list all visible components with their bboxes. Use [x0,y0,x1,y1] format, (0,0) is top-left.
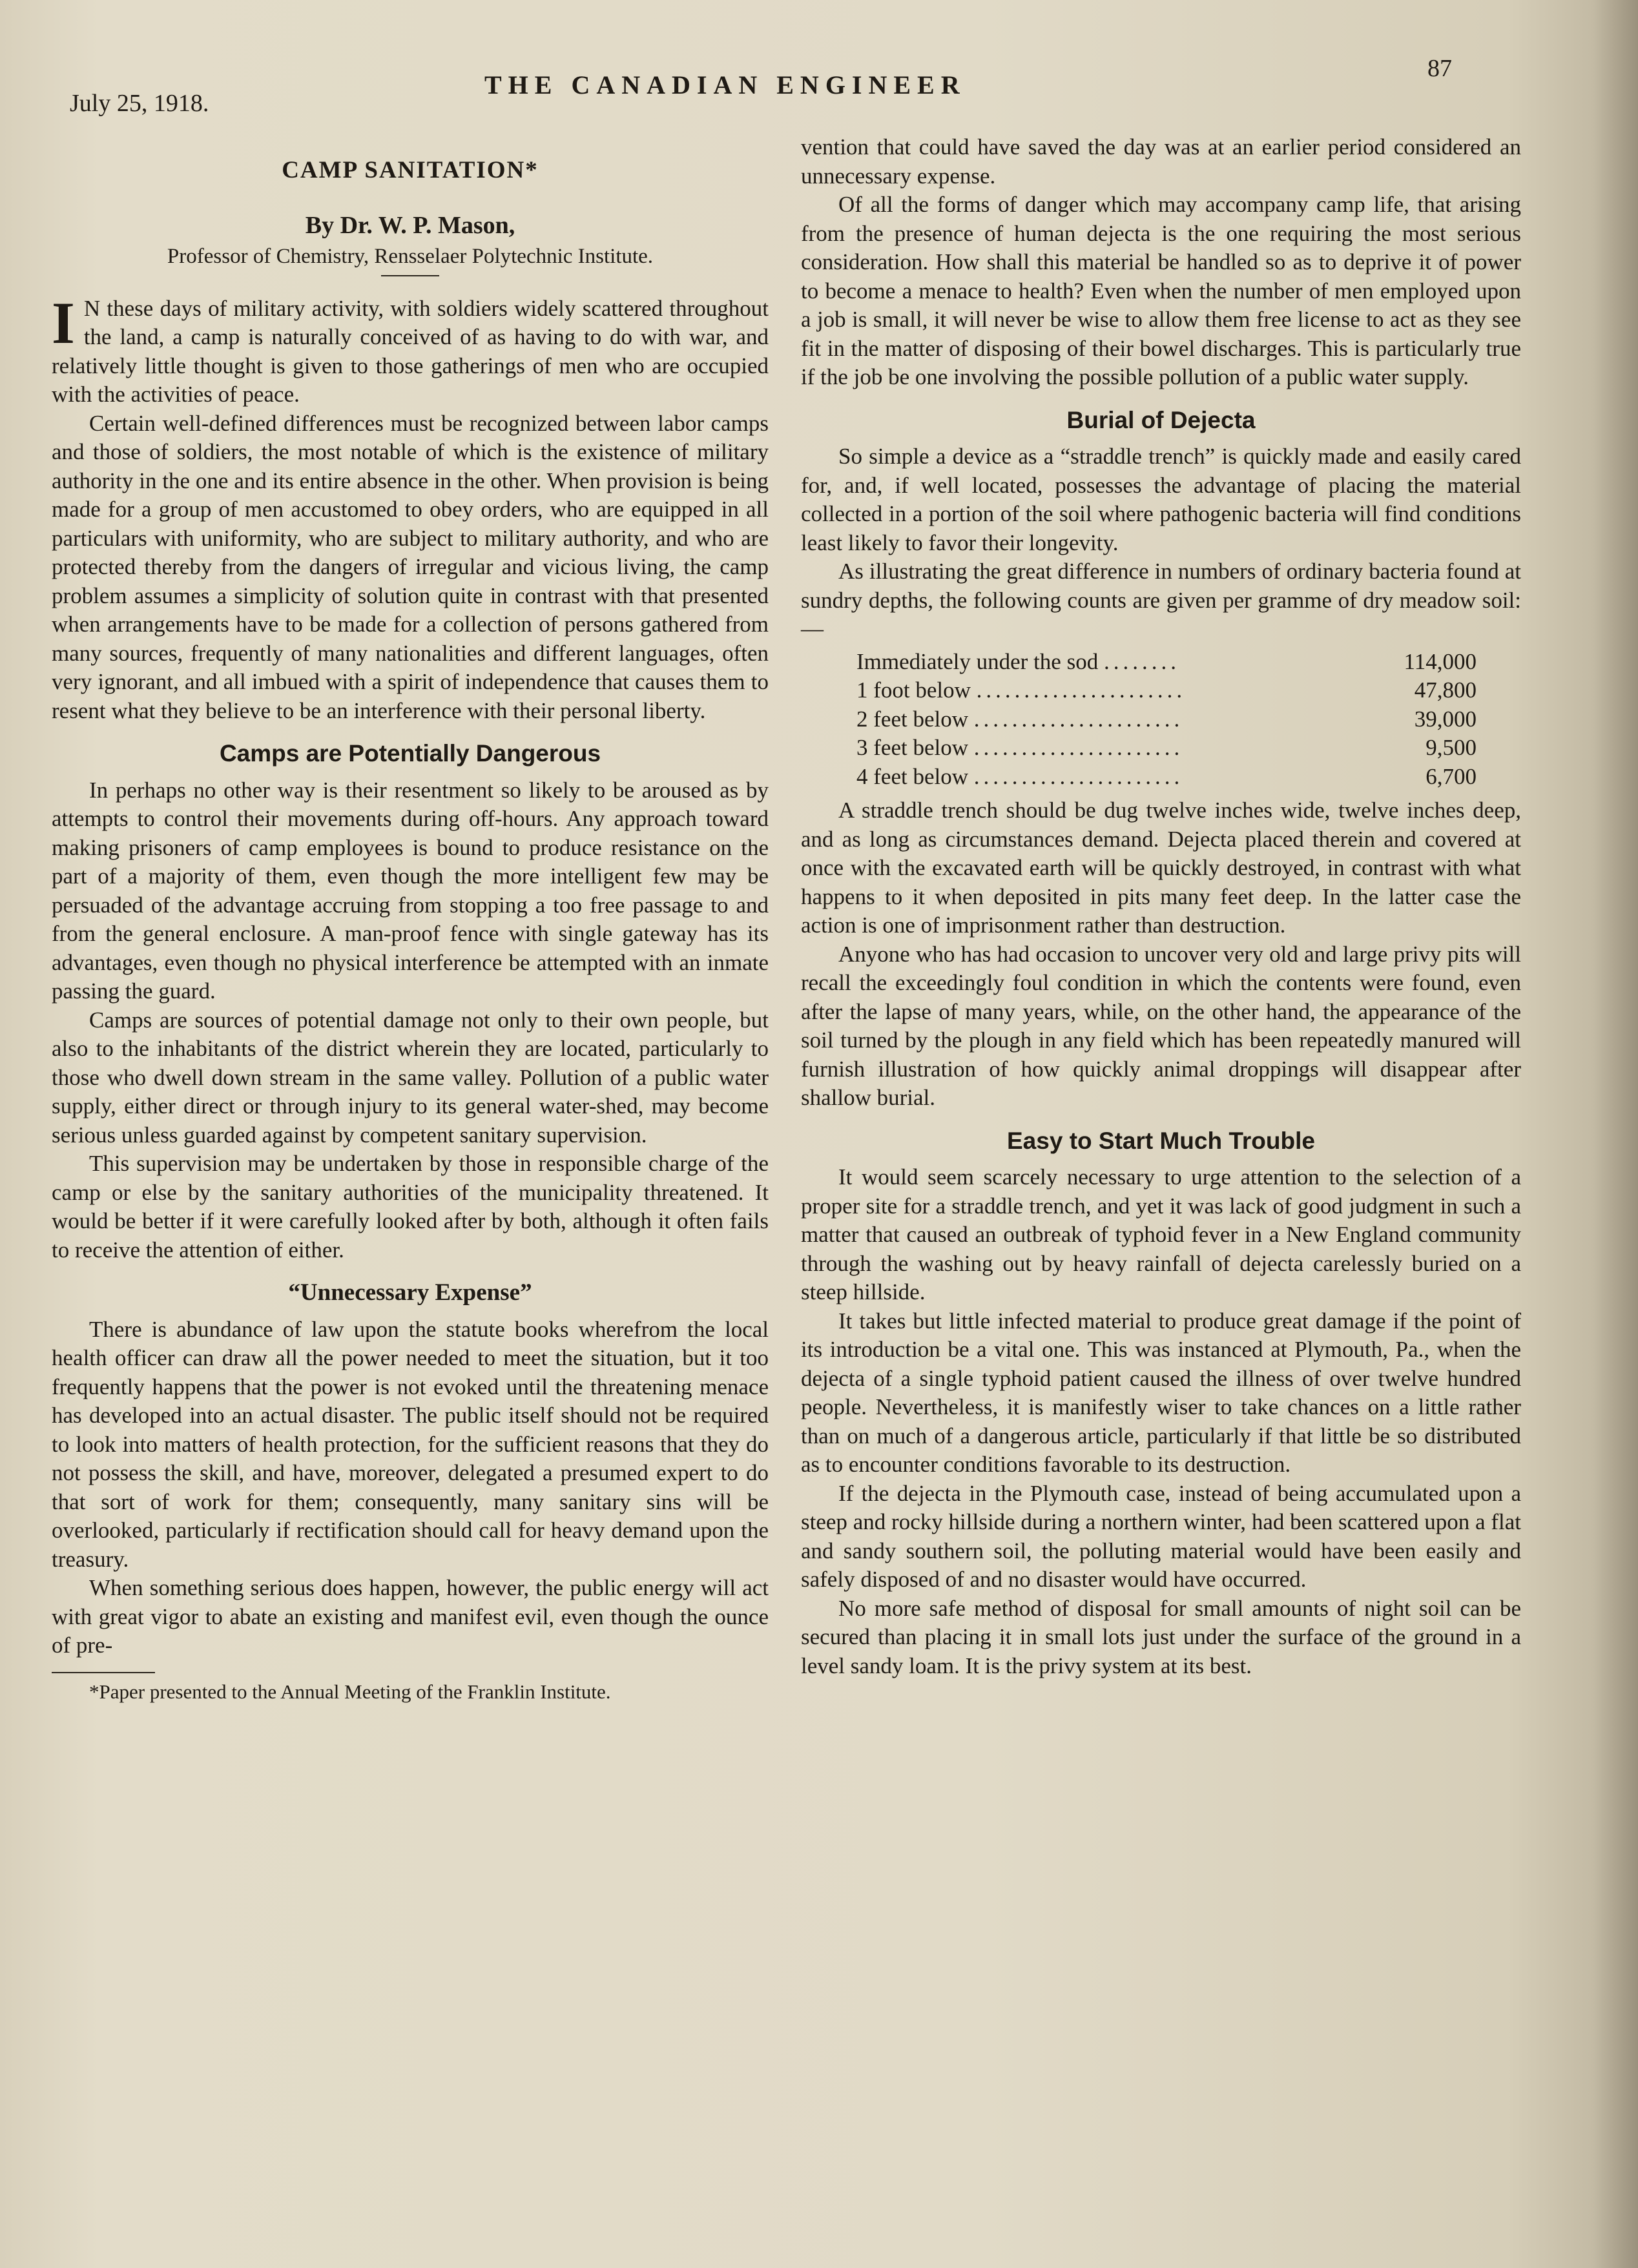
section-heading: Easy to Start Much Trouble [1007,1127,1315,1154]
table-row [856,763,1477,792]
section-heading: Burial of Dejecta [1066,406,1256,433]
paragraph: It takes but little infected material to produce great damage if the point of its introduction be a vital one. This was instanced at Plymouth, Pa., when the dejecta of a single typhoid patient caused the illness of over twelve hundred people. Nevertheless, it is manifestly wiser to take chances on a little rather than on much of a dangerous article, particularly if that little be so distributed as to encounter conditions favorable to its destruction. [801,1308,1521,1477]
paragraph: This supervision may be undertaken by those in responsible charge of the camp or else by the sanitary authorities of the municipality threatened. It would be better if it were carefully looked after by both, although it often fails to receive the attention of either. [52,1151,769,1263]
paragraph: No more safe method of disposal for small amounts of night soil can be secured than placing it in small lots just under the surface of the ground in a level sandy loam. It is the privy system at its best. [801,1595,1521,1678]
paragraph: Anyone who has had occasion to uncover very old and large privy pits will recall the exceedingly foul condition in which the contents were found, even after the lapse of many years, while, on the other hand, the appearance of the soil turned by the plough in any field which has been repeatedly manured will furnish illustration of how quickly animal droppings will disappear after shallow burial. [801,941,1521,1110]
paragraph: vention that could have saved the day was at an earlier period considered an unnecessary expense. [801,134,1521,189]
table-row [856,734,1477,763]
paragraph: It would seem scarcely necessary to urge attention to the selection of a proper site for a straddle trench, and yet it was lack of good judgment in such a matter that caused an outbreak of typhoid fever in a New England community through the washing out by heavy rainfall of dejecta carelessly buried on a steep hillside. [801,1164,1521,1304]
page-number: 87 [1427,55,1452,82]
paragraph: Of all the forms of danger which may accompany camp life, that arising from the presence of human dejecta is the one requiring the most serious consideration. How shall this material be handled so as to deprive it of power to become a menace to health? Even when the number of men employed upon a job is small, it will never be wise to allow them free license to act as they see fit in the matter of disposing of their bowel discharges. This is particularly true if the job be one involving the possible pollution of a public water supply. [801,192,1521,389]
paragraph: Certain well-defined differences must be recognized between labor camps and those of soldiers, the most notable of which is the existence of military authority in the one and its entire absence in the other. When provision is being made for a group of men accustomed to obey orders, who are equipped in all particulars with uniformity, who are subject to military authority, and who are protected thereby from the dangers of irregular and vicious living, the camp problem assumes a simplicity of solution quite in contrast with that presented when arrangements have to be made for a collection of persons gathered from many sources, frequently of many nationalities and different languages, often very ignorant, and all imbued with a spirit of independence that causes them to resent what they believe to be an interference with their personal liberty. [52,410,769,723]
table-row [856,676,1477,705]
count-value: 114,000 [1404,648,1477,674]
depth-label: 4 feet below ...................... [856,763,1184,789]
paragraph: There is abundance of law upon the statute books wherefrom the local health officer can draw all the power needed to meet the situation, but it too frequently happens that the power is not evoked until the threatening menace has developed into an actual disaster. The public itself should not be required to look into matters of health protection, for the sufficient reasons that they do not possess the skill, and have, moreover, delegated a presumed expert to do that sort of work for them; consequently, many sanitary sins will be overlooked, particularly if rectification should call for heavy demand upon the treasury. [52,1316,769,1572]
author-affiliation: Professor of Chemistry, Rensselaer Polytechnic Institute. [167,245,654,268]
depth-label: 3 feet below ...................... [856,735,1184,760]
paragraph: I N these days of military activity, with soldiers widely scattered throughout the land, a camp is naturally conceived of as having to do with war, and relatively little thought is given to those gatherings of men who are occupied with the activities of peace. [52,289,769,407]
drop-cap: I [52,289,75,356]
depth-label: Immediately under the sod ........ [856,648,1180,674]
count-value: 47,800 [1414,677,1477,703]
depth-label: 2 feet below ...................... [856,706,1184,732]
paragraph: So simple a device as a “straddle trench” is quickly made and easily cared for, and, if well located, possesses the advantage of placing the material collected in a portion of the soil where pathogenic bacteria will find conditions least likely to favor their longevity. [801,444,1521,555]
issue-date: July 25, 1918. [70,90,209,117]
title-rule [381,275,439,276]
table-row [856,705,1477,734]
paragraph: If the dejecta in the Plymouth case, instead of being accumulated upon a steep and rocky hillside during a northern winter, had been scattered upon a flat and sandy southern soil, the polluting material would have been easily and safely disposed of and no disaster would have occurred. [801,1480,1521,1592]
count-value: 39,000 [1414,706,1477,732]
depth-label: 1 foot below ...................... [856,677,1187,703]
left-column [52,149,769,1704]
paragraph: Camps are sources of potential damage not only to their own people, but also to the inhabitants of the district wherein they are located, particularly to those who dwell down stream in the same valley. Pollution of a public water supply, either direct or through injury to its general water-shed, may become serious unless guarded against by competent sanitary supervision. [52,1007,769,1148]
article-author: By Dr. W. P. Mason, [305,211,515,239]
footnote: *Paper presented to the Annual Meeting of the Franklin Institute. [89,1680,611,1703]
footnote-rule [52,1672,155,1673]
journal-title: THE CANADIAN ENGINEER [484,70,966,99]
section-heading: “Unnecessary Expense” [288,1279,532,1306]
table-row [856,648,1477,677]
paragraph: A straddle trench should be dug twelve inches wide, twelve inches deep, and as long as circumstances demand. Dejecta placed therein and covered at once with the excavated earth will be quickly destroyed, in contrast with what happens to it when deposited in pits many feet deep. In the latter case the action is one of imprisonment rather than destruction. [801,798,1521,938]
right-column [801,133,1521,1680]
bacteria-counts-table [856,648,1477,792]
paragraph: When something serious does happen, however, the public energy will act with great vigor to abate an existing and manifest evil, even though the ounce of pre- [52,1575,769,1658]
section-heading: Camps are Potentially Dangerous [219,740,601,767]
count-value: 6,700 [1425,763,1477,789]
article-title: CAMP SANITATION* [282,157,539,183]
count-value: 9,500 [1425,735,1477,760]
paragraph: In perhaps no other way is their resentment so likely to be aroused as by attempts to control their movements during off-hours. Any approach toward making prisoners of camp employees is bound to produce resistance on the part of a majority of them, even though the more intelligent few may be persuaded of the advantage accruing from stopping a too free passage to and from the general enclosure. A man-proof fence with single gateway has its advantages, even though no physical interference be attempted with an inmate passing the guard. [52,777,769,1004]
paragraph: As illustrating the great difference in numbers of ordinary bacteria found at sundry depths, the following counts are given per gramme of dry meadow soil:— [801,559,1521,641]
